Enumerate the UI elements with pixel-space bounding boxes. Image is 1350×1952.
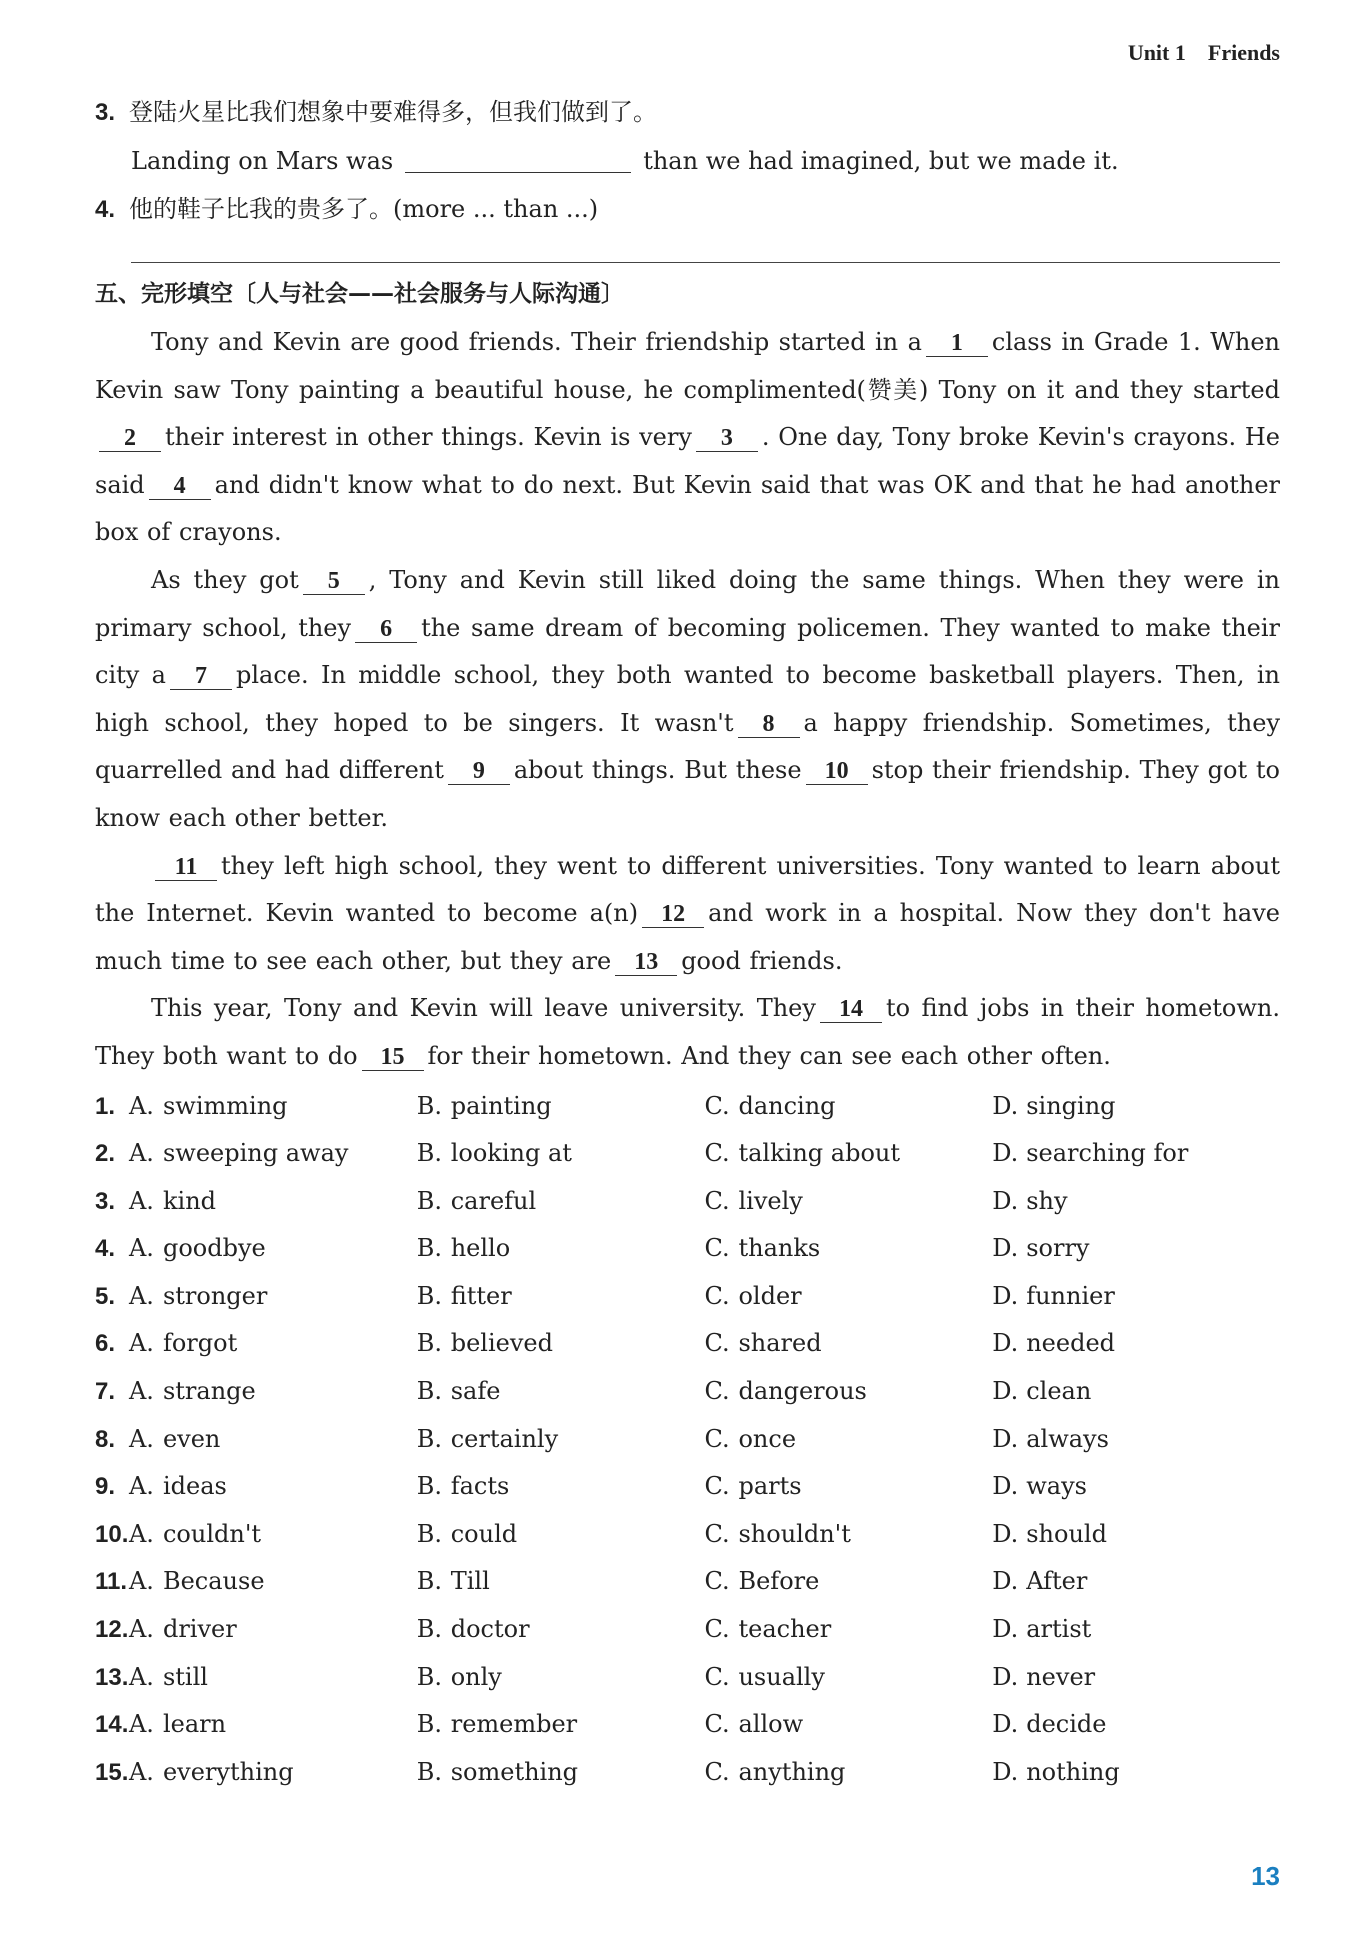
option-text: Till [450,1567,490,1596]
option-c[interactable] [704,1511,992,1559]
gap-13[interactable]: 13 [615,949,677,976]
question-number: 8. [95,1425,116,1453]
option-b[interactable] [417,1463,705,1511]
option-text: shared [738,1329,822,1358]
passage-paragraph-3 [95,843,1280,986]
option-row [95,1654,1280,1702]
option-letter: A. [128,1186,154,1215]
option-d[interactable] [992,1558,1280,1606]
option-letter: D. [992,1281,1019,1310]
option-d[interactable] [992,1083,1280,1131]
gap-12[interactable]: 12 [642,901,704,928]
option-text: should [1026,1519,1107,1548]
option-c[interactable] [704,1749,992,1797]
option-c[interactable] [704,1178,992,1226]
option-letter: B. [416,1424,442,1453]
option-text: fitter [450,1281,512,1310]
option-letter: B. [416,1567,442,1596]
option-a[interactable] [129,1558,417,1606]
option-row [95,1416,1280,1464]
question-number: 4. [95,1235,116,1263]
option-text: needed [1026,1329,1116,1358]
option-text: searching for [1026,1139,1189,1168]
passage-paragraph-4 [95,985,1280,1080]
passage-text: , Tony and Kevin still liked doing the same things. When they were in primary school, they [95,565,1280,642]
option-text: parts [738,1472,802,1501]
option-c[interactable] [704,1463,992,1511]
option-text: dangerous [738,1377,867,1406]
option-letter: B. [416,1329,442,1358]
option-letter: B. [416,1615,442,1644]
option-a[interactable] [129,1701,417,1749]
option-b[interactable] [417,1273,705,1321]
gap-5[interactable]: 5 [303,568,365,595]
option-c[interactable] [704,1606,992,1654]
option-text: remember [450,1710,578,1739]
option-letter: C. [704,1186,730,1215]
gap-4[interactable]: 4 [149,473,211,500]
option-text: once [738,1424,797,1453]
option-b[interactable] [417,1368,705,1416]
option-c[interactable] [704,1654,992,1702]
option-c[interactable] [704,1130,992,1178]
option-d[interactable] [992,1511,1280,1559]
option-letter: A. [128,1377,154,1406]
option-letter: A. [128,1615,154,1644]
option-text: driver [162,1615,237,1644]
gap-10[interactable]: 10 [806,758,868,785]
option-row [95,1225,1280,1273]
option-letter: B. [416,1519,442,1548]
option-text: kind [162,1186,217,1215]
option-letter: D. [992,1662,1019,1691]
option-a[interactable] [129,1463,417,1511]
page-content [95,88,1280,1796]
question-number: 9. [95,1473,116,1501]
option-a[interactable] [129,1225,417,1273]
option-a[interactable] [129,1273,417,1321]
option-a[interactable] [129,1749,417,1797]
passage-paragraph-1 [95,319,1280,557]
option-d[interactable] [992,1463,1280,1511]
option-letter: D. [992,1234,1019,1263]
option-text: everything [162,1757,294,1786]
option-d[interactable] [992,1130,1280,1178]
passage-text: stop their friendship. They got to know each other better. [95,756,1280,832]
option-letter: A. [128,1234,154,1263]
option-letter: D. [992,1329,1019,1358]
option-row [95,1273,1280,1321]
gap-2[interactable]: 2 [99,425,161,452]
option-a[interactable] [129,1083,417,1131]
question-number: 7. [95,1378,116,1406]
option-text: ways [1026,1472,1087,1501]
option-c[interactable] [704,1368,992,1416]
option-text: careful [450,1186,537,1215]
passage-text: about things. But these [513,756,802,785]
option-b[interactable] [417,1558,705,1606]
option-letter: A. [128,1662,154,1691]
english-after: than we had imagined, but we made it. [643,147,1119,175]
option-text: shy [1026,1186,1068,1215]
passage-text: for their hometown. And they can see each other often. [427,1041,1111,1070]
option-text: After [1026,1567,1088,1596]
option-row [95,1606,1280,1654]
option-text: could [450,1519,518,1548]
option-text: still [162,1662,208,1691]
option-letter: A. [128,1757,154,1786]
gap-3[interactable]: 3 [696,425,758,452]
option-row [95,1320,1280,1368]
option-letter: D. [992,1710,1019,1739]
option-a[interactable] [129,1511,417,1559]
passage-text: a happy friendship. Sometimes, they quarrelled and had different [95,708,1281,785]
question-number: 11. [95,1568,128,1596]
passage-text: and work in a hospital. Now they don't have much time to see each other, but they are [95,899,1280,975]
option-text: singing [1026,1091,1116,1120]
option-letter: B. [416,1091,442,1120]
option-letter: D. [992,1139,1019,1168]
option-letter: C. [704,1615,730,1644]
option-a[interactable] [129,1178,417,1226]
option-d[interactable] [992,1416,1280,1464]
option-letter: B. [416,1139,442,1168]
question-number: 15. [95,1758,129,1786]
option-d[interactable] [992,1320,1280,1368]
option-text: decide [1026,1710,1107,1739]
question-number: 13. [95,1663,129,1691]
option-text: anything [738,1757,846,1786]
option-d[interactable] [992,1701,1280,1749]
option-text: strange [162,1377,256,1406]
option-letter: A. [128,1710,154,1739]
passage-text: they left high school, they went to different universities. Tony wanted to learn about the Internet. Kevin wanted to become a(n) [95,851,1280,928]
option-row [95,1368,1280,1416]
option-letter: D. [992,1377,1019,1406]
question-number: 3. [95,1187,116,1215]
option-text: certainly [450,1424,559,1453]
option-text: dancing [738,1091,836,1120]
option-letter: D. [992,1567,1019,1596]
option-text: Before [738,1567,820,1596]
option-letter: D. [992,1472,1019,1501]
option-letter: A. [128,1281,154,1310]
option-letter: A. [128,1091,154,1120]
option-row [95,1749,1280,1797]
option-text: shouldn't [738,1519,851,1548]
option-text: funnier [1026,1281,1115,1310]
option-c[interactable] [704,1320,992,1368]
section-title: 五、完形填空〔人与社会——社会服务与人际沟通〕 [95,281,624,307]
option-text: learn [162,1710,227,1739]
option-d[interactable] [992,1178,1280,1226]
option-letter: B. [416,1281,442,1310]
passage-text: good friends. [681,946,843,975]
option-c[interactable] [704,1083,992,1131]
question-number: 12. [95,1616,129,1644]
translation-item-4 [95,185,1280,234]
option-b[interactable] [417,1701,705,1749]
option-row [95,1130,1280,1178]
item-number: 4. [95,196,116,223]
option-text: usually [738,1662,825,1691]
option-c[interactable] [704,1701,992,1749]
option-text: teacher [738,1615,832,1644]
option-letter: D. [992,1424,1019,1453]
passage-text: the same dream of becoming policemen. They wanted to make their city a [95,613,1280,690]
option-row [95,1178,1280,1226]
option-d[interactable] [992,1225,1280,1273]
option-text: allow [738,1710,804,1739]
option-row [95,1701,1280,1749]
passage-text: As they got [151,565,299,594]
gap-14[interactable]: 14 [820,996,882,1023]
option-text: only [450,1662,502,1691]
option-letter: D. [992,1091,1019,1120]
gap-8[interactable]: 8 [738,711,800,738]
option-d[interactable] [992,1273,1280,1321]
option-c[interactable] [704,1416,992,1464]
option-text: goodbye [162,1234,266,1263]
option-letter: C. [704,1091,730,1120]
option-row [95,1558,1280,1606]
option-text: sweeping away [162,1139,349,1168]
option-a[interactable] [129,1654,417,1702]
option-row [95,1511,1280,1559]
passage-text: This year, Tony and Kevin will leave university. They [151,994,816,1023]
option-text: artist [1026,1615,1092,1644]
option-text: doctor [450,1615,530,1644]
option-text: lively [738,1186,803,1215]
option-d[interactable] [992,1654,1280,1702]
page-number: 13 [1251,1861,1280,1891]
option-text: never [1026,1662,1096,1691]
option-text: couldn't [162,1519,262,1548]
item-number: 3. [95,99,116,126]
option-letter: C. [704,1377,730,1406]
option-text: always [1026,1424,1109,1453]
gap-9[interactable]: 9 [448,758,510,785]
option-text: forgot [162,1329,238,1358]
option-letter: D. [992,1186,1019,1215]
gap-7[interactable]: 7 [170,663,232,690]
option-row [95,1463,1280,1511]
option-letter: C. [704,1567,730,1596]
question-number: 10. [95,1520,129,1548]
option-text: looking at [450,1139,572,1168]
option-a[interactable] [129,1606,417,1654]
passage-text: to find jobs in their hometown. They both want to do [95,994,1280,1070]
translation-item-3 [95,88,1280,137]
option-letter: A. [128,1519,154,1548]
option-letter: A. [128,1567,154,1596]
option-letter: C. [704,1329,730,1358]
fill-blank[interactable] [405,146,631,173]
option-text: believed [450,1329,553,1358]
option-c[interactable] [704,1558,992,1606]
answer-line[interactable] [131,262,1280,263]
option-text: hello [450,1234,511,1263]
option-a[interactable] [129,1416,417,1464]
option-row [95,1083,1280,1131]
gap-6[interactable]: 6 [355,616,417,643]
option-text: even [162,1424,221,1453]
option-letter: B. [416,1710,442,1739]
option-b[interactable] [417,1178,705,1226]
option-text: nothing [1026,1757,1120,1786]
option-letter: D. [992,1519,1019,1548]
option-letter: C. [704,1424,730,1453]
option-letter: D. [992,1615,1019,1644]
option-text: thanks [738,1234,821,1263]
option-letter: A. [128,1472,154,1501]
option-b[interactable] [417,1320,705,1368]
option-letter: B. [416,1662,442,1691]
passage-paragraph-2 [95,557,1280,843]
option-a[interactable] [129,1320,417,1368]
option-letter: B. [416,1186,442,1215]
passage-text: their interest in other things. Kevin is very [165,423,692,452]
question-number: 5. [95,1282,116,1310]
option-letter: C. [704,1519,730,1548]
option-b[interactable] [417,1225,705,1273]
translation-answer-3 [95,137,1280,185]
option-letter: C. [704,1281,730,1310]
option-letter: B. [416,1234,442,1263]
question-number: 6. [95,1330,116,1358]
option-letter: B. [416,1377,442,1406]
option-text: Because [162,1567,265,1596]
gap-15[interactable]: 15 [362,1044,424,1071]
option-b[interactable] [417,1130,705,1178]
option-text: clean [1026,1377,1092,1406]
option-b[interactable] [417,1083,705,1131]
option-b[interactable] [417,1606,705,1654]
option-letter: B. [416,1472,442,1501]
passage-text: Tony and Kevin are good friends. Their friendship started in a [151,328,922,356]
option-letter: C. [704,1662,730,1691]
question-number: 14. [95,1711,129,1739]
option-letter: C. [704,1139,730,1168]
option-a[interactable] [129,1368,417,1416]
option-b[interactable] [417,1749,705,1797]
chinese-sentence: 登陆火星比我们想象中要难得多，但我们做到了。 [129,98,658,126]
option-c[interactable] [704,1225,992,1273]
option-b[interactable] [417,1654,705,1702]
option-c[interactable] [704,1273,992,1321]
passage-text: place. In middle school, they both wanted to become basketball players. Then, in high school, they hoped to be singers. It wasn't [95,661,1280,737]
option-text: stronger [162,1281,268,1310]
option-text: talking about [738,1139,900,1168]
option-d[interactable] [992,1368,1280,1416]
unit-title: Friends [1207,40,1280,65]
passage-text: class in Grade 1. When Kevin saw Tony painting a beautiful house, he complimented(赞美) Tony on it and they started [95,328,1280,404]
option-letter: C. [704,1472,730,1501]
option-text: safe [450,1377,501,1406]
option-a[interactable] [129,1130,417,1178]
option-letter: B. [416,1757,442,1786]
option-text: something [450,1757,579,1786]
running-header [1128,40,1280,66]
option-d[interactable] [992,1606,1280,1654]
option-b[interactable] [417,1511,705,1559]
option-letter: C. [704,1710,730,1739]
gap-11[interactable]: 11 [155,854,217,881]
gap-1[interactable]: 1 [926,330,988,357]
option-letter: A. [128,1329,154,1358]
option-text: painting [450,1091,552,1120]
unit-label: Unit 1 [1127,40,1186,65]
option-text: swimming [162,1091,288,1120]
passage-text: . One day, Tony broke Kevin's crayons. He said [95,423,1280,499]
chinese-sentence: 他的鞋子比我的贵多了。(more ... than ...) [129,195,599,223]
option-letter: C. [704,1234,730,1263]
answer-options [95,1083,1280,1797]
english-before: Landing on Mars was [131,147,394,175]
question-number: 2. [95,1140,116,1168]
option-text: facts [450,1472,510,1501]
question-number: 1. [95,1092,116,1120]
option-text: older [738,1281,802,1310]
passage-text: and didn't know what to do next. But Kevin said that was OK and that he had another box of crayons. [95,470,1280,547]
option-d[interactable] [992,1749,1280,1797]
option-text: ideas [162,1472,227,1501]
option-text: sorry [1026,1234,1090,1263]
option-b[interactable] [417,1416,705,1464]
option-letter: A. [128,1424,154,1453]
option-letter: C. [704,1757,730,1786]
option-letter: D. [992,1757,1019,1786]
option-letter: A. [128,1139,154,1168]
